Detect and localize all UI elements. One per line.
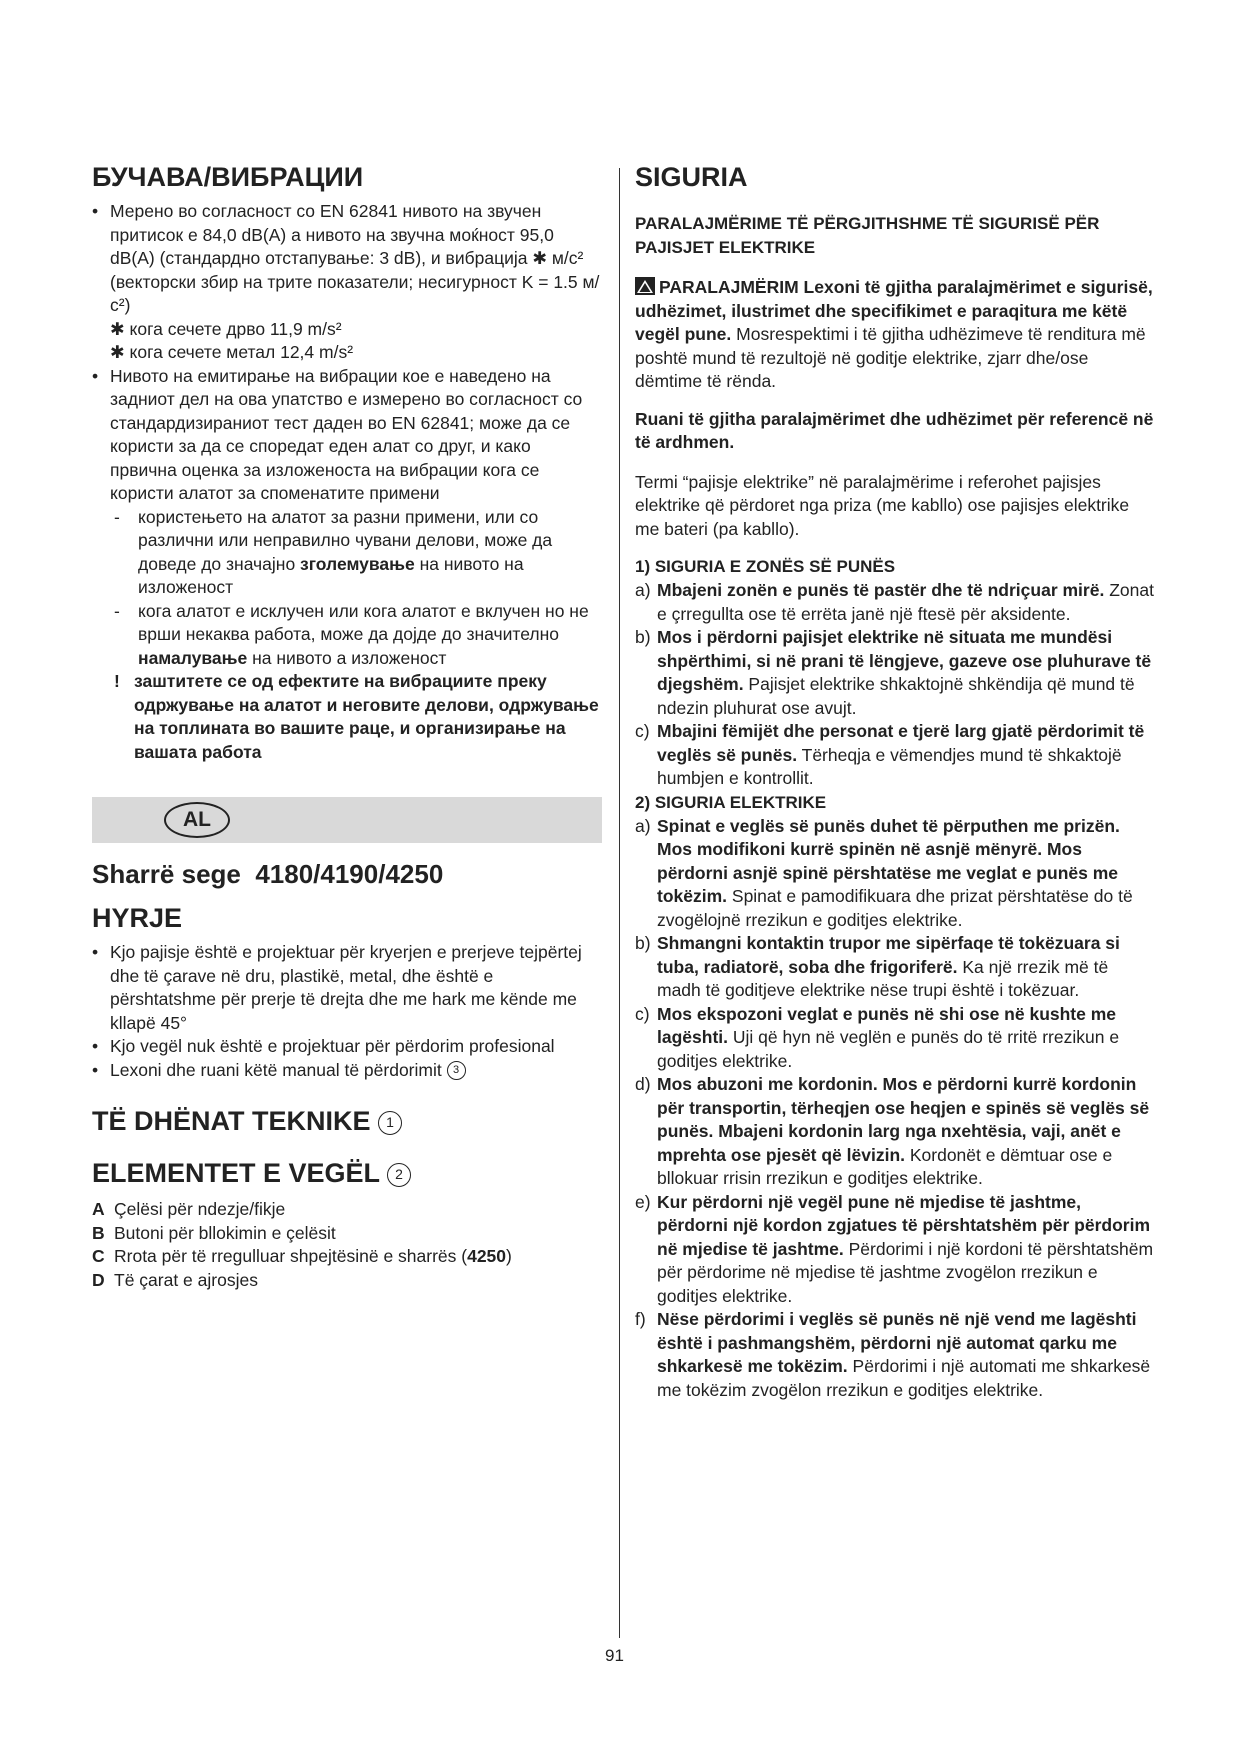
electrical-item	[635, 1191, 1155, 1309]
element-text-part: )	[506, 1246, 512, 1266]
item-text	[657, 1003, 1155, 1074]
right-column	[635, 160, 1155, 1402]
intro-purpose-text: Kjo pajisje është e projektuar për kryerjen e prerjeve tejpërtej dhe të çarave në dru, plastikë, metal, dhe është e përshtatshme për prerje të drejta dhe me hark me kënde me kllapë 45°	[110, 942, 582, 1033]
item-bold: Nëse përdorimi i veglës së punës në një vend me lagështi është i pashmangshëm, përdorni një automat qarku me shkarkesë me tokëzim.	[657, 1309, 1137, 1376]
intro-heading: HYRJE	[92, 903, 183, 933]
vibration-warning-text: заштитете се од ефектите на вибрациите преку одржување на алатот и неговите делови, одржување на топлината во вашите раце, и организирање на вашата работа	[134, 671, 599, 762]
item-bold: Spinat e veglës së punës duhet të përputhen me prizën. Mos modifikoni kurrë spinën në asnjë mënyrë. Mos përdorni asnjë spinë përshtatëse me veglat e punës me tokëzim.	[657, 815, 1120, 906]
item-text	[657, 626, 1155, 720]
work-area-item	[635, 579, 1155, 626]
column-divider	[619, 168, 620, 1638]
item-bold: Shmangni kontaktin trupor me sipërfaqe të tokëzuara si tuba, radiatorë, soba dhe frigoriferë.	[657, 933, 1120, 977]
item-text	[657, 1191, 1155, 1309]
general-warning-paragraph	[635, 276, 1155, 394]
item-key: b)	[635, 627, 651, 647]
intro-nonprofessional-item	[92, 1035, 602, 1059]
intro-read-manual-text: Lexoni dhe ruani këtë manual të përdorimit	[110, 1059, 442, 1080]
tech-data-heading	[92, 1104, 602, 1138]
item-key: c)	[635, 721, 650, 741]
item-text	[657, 720, 1155, 791]
dash-item-increase: - користењето на алатот за разни примени, или со различни или неправилно чувани делови, може да доведе до значајно зголемување на нивото на изложеност	[114, 506, 553, 597]
vibration-wood-item: ✱ кога сечете дрво 11,9 m/s²	[110, 318, 342, 339]
tech-data-title: TË DHËNAT TEKNIKE	[92, 1106, 371, 1136]
keep-instructions	[635, 408, 1155, 455]
dash-text: кога алатот е исклучен или кога алатот е вклучен но не врши некаква работа, може да дојде до значително	[138, 600, 589, 644]
keep-instructions-text: Ruani të gjitha paralajmërimet dhe udhëzimet për referencë në të ardhmen.	[635, 408, 1154, 452]
element-text: Çelësi për ndezje/fikje	[114, 1199, 286, 1219]
left-column	[92, 160, 602, 1292]
elements-heading	[92, 1156, 602, 1190]
noise-measurement-item	[92, 200, 602, 318]
work-area-list	[635, 579, 1155, 791]
intro-list	[92, 941, 602, 1082]
intro-nonprofessional-text: Kjo vegël nuk është e projektuar për përdorim profesional	[110, 1036, 555, 1056]
general-warnings-heading: PARALAJMËRIME TË PËRGJITHSHME TË SIGURISË PËR PAJISJET ELEKTRIKE	[635, 214, 1100, 257]
item-key: a)	[635, 815, 651, 836]
dash-text: на нивото а изложеност	[247, 647, 447, 668]
page-number: 91	[605, 1646, 624, 1665]
product-title: Sharrë sege 4180/4190/4250	[92, 859, 444, 889]
item-plain: Pajisjet elektrike shkaktojnë shkëndija që mund të ndezin pluhurat ose avujt.	[657, 674, 1135, 718]
elements-list	[92, 1198, 602, 1292]
element-key: B	[92, 1222, 105, 1243]
general-warning-bold: PARALAJMËRIM Lexoni të gjitha paralajmërimet e sigurisë, udhëzimet, ilustrimet dhe specifikimet e paraqitura me këtë vegël pune.	[635, 277, 1153, 344]
item-bold: Mos i përdorni pajisjet elektrike në situata me mundësi shpërthimi, si në prani të lëngjeve, gazeve ose pluhurave të djegshëm.	[657, 627, 1152, 694]
item-plain: Spinat e pamodifikuara dhe prizat përshtatëse do të zvogëlojnë rrezikun e goditjes elektrike.	[657, 886, 1133, 930]
work-area-item	[635, 626, 1155, 720]
language-badge: AL	[164, 802, 230, 838]
exclamation-icon: !	[114, 671, 120, 691]
item-text	[657, 932, 1155, 1003]
language-section-bar	[92, 797, 602, 843]
item-text	[657, 1073, 1155, 1191]
item-bold: Mos abuzoni me kordonin. Mos e përdorni kurrë kordonin për transportin, tërheqjen ose heqjen e spinës së veglës së punës. Mbajeni kordonin larg nga nxehtësia, vaji, anët e mprehta ose pjesët që lëvizin.	[657, 1074, 1150, 1165]
dash-bold: зголемување	[300, 553, 415, 574]
vibration-level-item	[92, 365, 602, 506]
element-text	[114, 1245, 512, 1269]
vibration-metal-item: ✱ кога сечете метал 12,4 m/s²	[110, 342, 354, 362]
element-row	[92, 1269, 602, 1293]
item-key: c)	[635, 1003, 650, 1024]
item-bold: Mbajeni zonën e punës të pastër dhe të ndriçuar mirë.	[657, 580, 1105, 600]
intro-read-manual-item	[92, 1059, 602, 1083]
item-bold: Mbajini fëmijët dhe personat e tjerë larg gjatë përdorimit të veglës së punës.	[657, 721, 1145, 765]
element-text-part: Rrota për të rregulluar shpejtësinë e sharrës (	[114, 1246, 468, 1266]
figure-ref-2: 2	[387, 1163, 411, 1187]
dash-text: користењето на алатот за разни примени, или со различни или неправилно чувани делови, може да доведе до значајно	[138, 506, 553, 574]
item-key: a)	[635, 580, 651, 600]
work-area-heading: 1) SIGURIA E ZONËS SË PUNËS	[635, 557, 896, 576]
vibration-level-text: Нивото на емитирање на вибрации кое е наведено на задниот дел на ова упатство е измерено во согласност со стандардизираниот тест даден во EN 62841; може да се користи за да се споредат еден алат со друг, и како првична оценка за изложеноста на вибрации кога се користи алатот за споменатите примени	[110, 365, 583, 503]
element-text-bold: 4250	[467, 1246, 507, 1266]
elements-title: ELEMENTET E VEGËL	[92, 1158, 380, 1188]
element-key: C	[92, 1246, 105, 1266]
warning-triangle-icon	[635, 277, 655, 295]
noise-measurement-text: Мерено во согласност со EN 62841 нивото на звучен притисок е 84,0 dB(A) а нивото на звучна моќност 95,0 dB(A) (стандардно отстапување: 3 dB), и вибрација ✱ м/с² (векторски збир на трите показатели; несигурност K = 1.5 м/с²)	[110, 201, 600, 315]
dash-text: на нивото на изложеност	[138, 553, 524, 597]
item-plain: Zonat e çrregullta ose të errëta janë një ftesë për aksidente.	[657, 580, 1154, 624]
electrical-item	[635, 1308, 1155, 1402]
item-key: e)	[635, 1191, 651, 1212]
item-key: f)	[635, 1309, 646, 1329]
item-plain: Kordonët e dëmtuar ose e bllokuar rrisin rrezikun e goditjes elektrike.	[657, 1144, 1113, 1188]
electrical-safety-list	[635, 815, 1155, 1403]
element-row	[92, 1198, 602, 1222]
noise-vibration-heading: БУЧАВА/ВИБРАЦИИ	[92, 162, 364, 192]
item-text	[657, 815, 1155, 933]
electrical-item	[635, 815, 1155, 933]
electrical-safety-heading: 2) SIGURIA ELEKTRIKE	[635, 792, 827, 812]
item-plain: Uji që hyn në veglën e punës do të rritë rrezikun e goditjes elektrike.	[657, 1027, 1120, 1071]
item-bold: Kur përdorni një vegël pune në mjedise të jashtme, përdorni një kordon zgjatues të përshtatshëm për përdorim në mjedise të jashtme.	[657, 1191, 1151, 1259]
item-plain: Tërheqja e vëmendjes mund të shkaktojë humbjen e kontrollit.	[657, 744, 1122, 788]
element-text: Butoni për bllokimin e çelësit	[114, 1222, 336, 1243]
dash-bold: намалување	[138, 647, 248, 668]
noise-list	[92, 200, 602, 764]
item-key: d)	[635, 1074, 651, 1094]
electrical-item	[635, 1073, 1155, 1191]
electrical-item	[635, 932, 1155, 1003]
item-key: b)	[635, 933, 651, 953]
element-row	[92, 1222, 602, 1246]
item-text	[657, 1308, 1155, 1402]
safety-heading: SIGURIA	[635, 162, 748, 192]
item-plain: Përdorimi i një kordoni të përshtatshëm për përdorime në mjedise të jashtme zvogëlon rrezikun e goditjes elektrike.	[657, 1238, 1154, 1306]
element-row	[92, 1245, 602, 1269]
figure-ref-3: 3	[447, 1061, 466, 1080]
intro-purpose-item	[92, 941, 602, 1035]
item-text	[657, 579, 1155, 626]
general-warning-text: Mosrespektimi i të gjitha udhëzimeve të renditura më poshtë mund të rezultojë në goditje elektrike, zjarr dhe/ose dëmtime të rënda.	[635, 324, 1146, 391]
item-plain: Ka një rrezik më të madh të goditjeve elektrike nëse trupi është i tokëzuar.	[657, 956, 1109, 1000]
term-definition: Termi “pajisje elektrike” në paralajmërime i referohet pajisjes elektrike që përdoret nga priza (me kabllo) ose pajisjes elektrike me bateri (pa kabllo).	[635, 471, 1130, 539]
item-plain: Përdorimi i një automati me shkarkesë me tokëzim zvogëlon rrezikun e goditjes elektrike.	[657, 1356, 1151, 1400]
work-area-item	[635, 720, 1155, 791]
dash-item-decrease: - кога алатот е исклучен или кога алатот е вклучен но не врши некаква работа, може да дојде до значително намалување на нивото а изложеност	[114, 600, 589, 668]
figure-ref-1: 1	[378, 1111, 402, 1135]
vibration-warning-item	[92, 670, 602, 764]
element-key: D	[92, 1269, 105, 1290]
element-text: Të çarat e ajrosjes	[114, 1269, 258, 1290]
element-key: A	[92, 1199, 105, 1219]
electrical-item	[635, 1003, 1155, 1074]
item-bold: Mos ekspozoni veglat e punës në shi ose në kushte me lagështi.	[657, 1003, 1117, 1047]
